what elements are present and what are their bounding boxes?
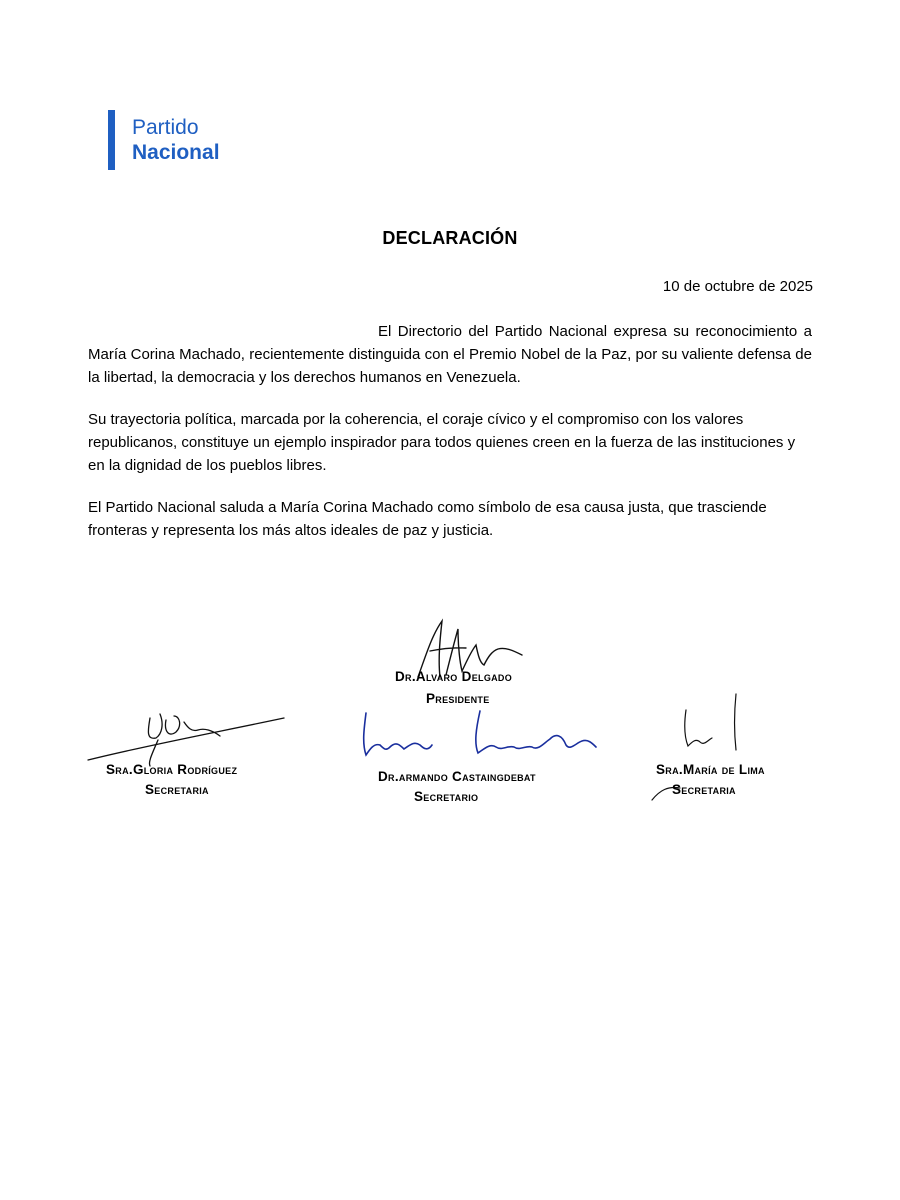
presidente-name: Dr.Alvaro Delgado [395, 669, 513, 684]
presidente-role: Presidente [426, 691, 490, 706]
document-date: 10 de octubre de 2025 [662, 278, 813, 295]
handwritten-signature-secretario [352, 705, 612, 775]
logo-bar [108, 110, 115, 170]
paragraph-3 [88, 496, 812, 542]
handwritten-signature-secretaria-left [88, 700, 308, 770]
paragraph-3-text: El Partido Nacional saluda a María Corina Machado como símbolo de esa causa justa, que trasciende fronteras y representa los más altos ideales de paz y justicia. [88, 499, 767, 539]
signature-block-presidente [380, 615, 580, 715]
paragraph-2 [88, 408, 812, 477]
signature-block-secretaria-right [652, 690, 812, 800]
signature-block-secretario [352, 705, 612, 805]
document-title: DECLARACIÓN [382, 228, 518, 248]
signature-block-secretaria-left [88, 700, 308, 800]
secretaria-right-role: Secretaria [672, 782, 736, 797]
secretaria-right-name: Sra.María de Lima [656, 762, 765, 777]
logo-text-line2: Nacional [132, 141, 220, 164]
paragraph-1-text: El Directorio del Partido Nacional expresa su reconocimiento a María Corina Machado, recientemente distinguida con el Premio Nobel de la Paz, por su valiente defensa de la libertad, la democracia y los derechos humanos en Venezuela. [88, 323, 812, 386]
paragraph-1 [88, 320, 812, 389]
secretaria-left-name: Sra.Gloria Rodríguez [106, 762, 238, 777]
party-logo [108, 110, 268, 172]
secretaria-left-role: Secretaria [145, 782, 209, 797]
logo-text-line1: Partido [132, 116, 199, 139]
secretario-role: Secretario [414, 789, 479, 804]
secretario-name: Dr.armando Castaingdebat [378, 769, 536, 784]
paragraph-2-text: Su trayectoria política, marcada por la coherencia, el coraje cívico y el compromiso con los valores republicanos, constituye un ejemplo inspirador para todos quienes creen en la fuerza de las instituciones y en la dignidad de los pueblos libres. [88, 411, 796, 474]
